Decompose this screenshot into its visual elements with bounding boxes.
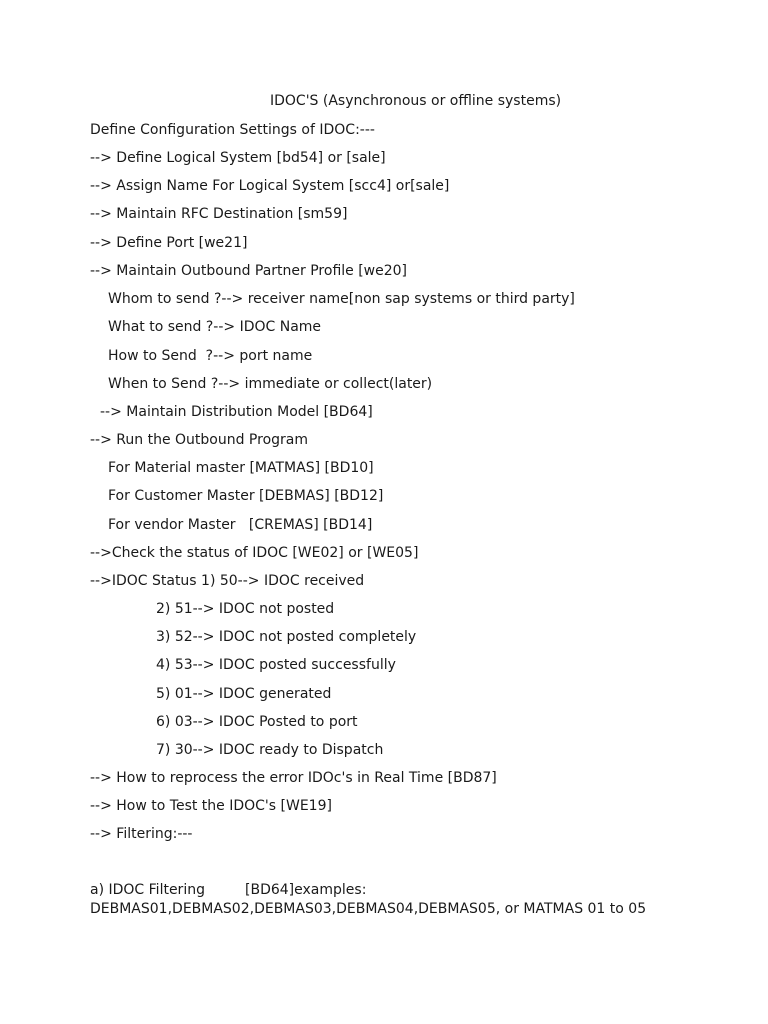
- text-line: For Customer Master [DEBMAS] [BD12]: [108, 488, 384, 504]
- text-line: --> Define Port [we21]: [90, 235, 248, 251]
- text-line: --> Maintain Distribution Model [BD64]: [100, 404, 373, 420]
- status-line: 6) 03--> IDOC Posted to port: [156, 714, 358, 730]
- text-line: For vendor Master [CREMAS] [BD14]: [108, 517, 373, 533]
- text-line: --> Maintain RFC Destination [sm59]: [90, 206, 348, 222]
- text-line: How to Send ?--> port name: [108, 348, 313, 364]
- status-line: 3) 52--> IDOC not posted completely: [156, 629, 417, 645]
- text-line: a) IDOC Filtering [BD64]examples:: [90, 882, 367, 898]
- text-line: -->Check the status of IDOC [WE02] or [WE05]: [90, 545, 419, 561]
- text-line: --> Assign Name For Logical System [scc4] or[sale]: [90, 178, 450, 194]
- text-line: --> Filtering:---: [90, 826, 193, 842]
- status-line: 2) 51--> IDOC not posted: [156, 601, 335, 617]
- status-line: 7) 30--> IDOC ready to Dispatch: [156, 742, 384, 758]
- text-line: --> How to Test the IDOC's [WE19]: [90, 798, 332, 814]
- text-line: What to send ?--> IDOC Name: [108, 319, 322, 335]
- text-line: -->IDOC Status 1) 50--> IDOC received: [90, 573, 365, 589]
- text-line: Whom to send ?--> receiver name[non sap systems or third party]: [108, 291, 575, 307]
- status-line: 5) 01--> IDOC generated: [156, 686, 332, 702]
- text-line: DEBMAS01,DEBMAS02,DEBMAS03,DEBMAS04,DEBMAS05, or MATMAS 01 to 05: [90, 901, 647, 917]
- text-line: For Material master [MATMAS] [BD10]: [108, 460, 374, 476]
- document-title: IDOC'S (Asynchronous or offline systems): [270, 93, 562, 109]
- text-line: --> Maintain Outbound Partner Profile [we20]: [90, 263, 408, 279]
- status-line: 4) 53--> IDOC posted successfully: [156, 657, 396, 673]
- text-line: --> How to reprocess the error IDOc's in Real Time [BD87]: [90, 770, 497, 786]
- text-line: Define Configuration Settings of IDOC:---: [90, 122, 375, 138]
- text-line: --> Run the Outbound Program: [90, 432, 308, 448]
- text-line: When to Send ?--> immediate or collect(later): [108, 376, 433, 392]
- text-line: --> Define Logical System [bd54] or [sale]: [90, 150, 386, 166]
